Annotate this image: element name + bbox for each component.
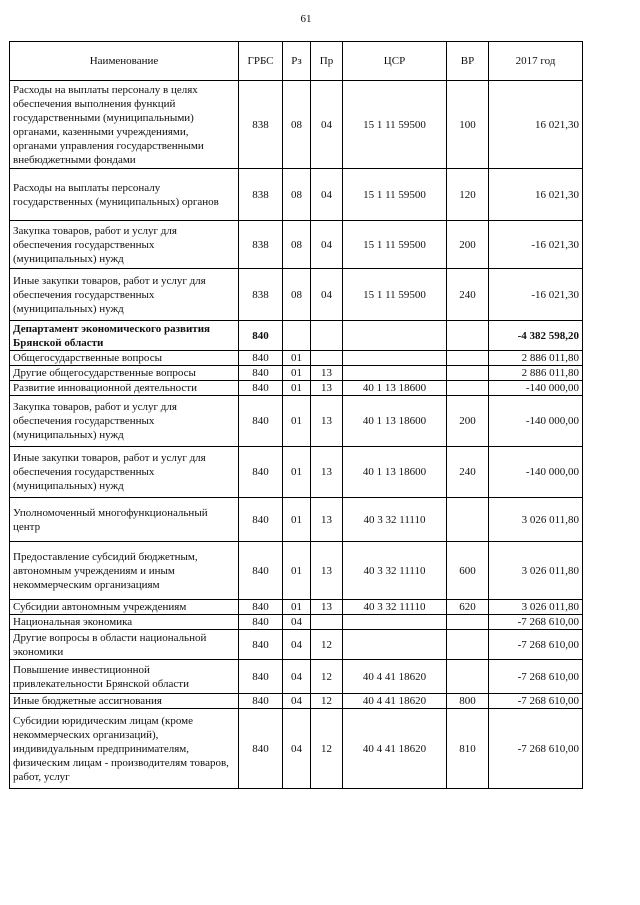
cell-amount: 2 886 011,80 [489, 366, 583, 381]
cell-grbs: 840 [239, 447, 283, 498]
cell-grbs: 840 [239, 366, 283, 381]
header-amount: 2017 год [489, 42, 583, 81]
cell-amount: 3 026 011,80 [489, 542, 583, 600]
cell-pr [311, 321, 343, 351]
table-body [10, 81, 583, 789]
cell-name: Общегосударственные вопросы [10, 351, 239, 366]
cell-name: Национальная экономика [10, 615, 239, 630]
cell-pr: 13 [311, 381, 343, 396]
cell-rz: 08 [283, 221, 311, 269]
cell-name: Закупка товаров, работ и услуг для обеспечения государственных (муниципальных) нужд [10, 221, 239, 269]
table-row [10, 498, 583, 542]
table-row [10, 660, 583, 694]
cell-rz: 04 [283, 694, 311, 709]
cell-csr: 40 4 41 18620 [343, 694, 447, 709]
cell-vr: 100 [447, 81, 489, 169]
cell-rz: 08 [283, 169, 311, 221]
cell-csr: 40 3 32 11110 [343, 600, 447, 615]
cell-amount: -140 000,00 [489, 396, 583, 447]
header-grbs: ГРБС [239, 42, 283, 81]
cell-csr: 40 1 13 18600 [343, 381, 447, 396]
table-row [10, 542, 583, 600]
cell-amount: -16 021,30 [489, 269, 583, 321]
table-row [10, 694, 583, 709]
table-row [10, 221, 583, 269]
cell-csr: 40 4 41 18620 [343, 660, 447, 694]
cell-vr: 240 [447, 447, 489, 498]
cell-name: Повышение инвестиционной привлекательности Брянской области [10, 660, 239, 694]
cell-csr: 40 1 13 18600 [343, 396, 447, 447]
cell-rz: 01 [283, 447, 311, 498]
cell-amount: -7 268 610,00 [489, 709, 583, 789]
cell-rz: 01 [283, 381, 311, 396]
cell-grbs: 838 [239, 269, 283, 321]
cell-vr [447, 615, 489, 630]
cell-amount: -140 000,00 [489, 381, 583, 396]
cell-pr: 12 [311, 709, 343, 789]
cell-pr: 13 [311, 447, 343, 498]
header-vr: ВР [447, 42, 489, 81]
cell-csr: 40 1 13 18600 [343, 447, 447, 498]
cell-pr: 04 [311, 269, 343, 321]
cell-rz: 04 [283, 630, 311, 660]
table-row [10, 351, 583, 366]
cell-rz: 01 [283, 498, 311, 542]
table-row [10, 321, 583, 351]
cell-pr: 12 [311, 660, 343, 694]
cell-pr: 12 [311, 630, 343, 660]
cell-name: Другие вопросы в области национальной экономики [10, 630, 239, 660]
cell-rz: 04 [283, 660, 311, 694]
cell-grbs: 838 [239, 81, 283, 169]
cell-vr [447, 498, 489, 542]
cell-pr: 04 [311, 81, 343, 169]
cell-pr: 12 [311, 694, 343, 709]
cell-csr: 40 4 41 18620 [343, 709, 447, 789]
cell-pr [311, 615, 343, 630]
cell-vr: 810 [447, 709, 489, 789]
cell-vr: 600 [447, 542, 489, 600]
cell-grbs: 840 [239, 396, 283, 447]
table-row [10, 709, 583, 789]
cell-rz: 08 [283, 81, 311, 169]
cell-csr [343, 615, 447, 630]
cell-amount: -140 000,00 [489, 447, 583, 498]
cell-amount: 16 021,30 [489, 169, 583, 221]
cell-name: Закупка товаров, работ и услуг для обеспечения государственных (муниципальных) нужд [10, 396, 239, 447]
cell-amount: -7 268 610,00 [489, 630, 583, 660]
cell-vr: 800 [447, 694, 489, 709]
cell-vr: 200 [447, 396, 489, 447]
cell-name: Развитие инновационной деятельности [10, 381, 239, 396]
cell-amount: -7 268 610,00 [489, 694, 583, 709]
cell-amount: -7 268 610,00 [489, 660, 583, 694]
cell-amount: 3 026 011,80 [489, 600, 583, 615]
cell-name: Предоставление субсидий бюджетным, автономным учреждениям и иным некоммерческим организациям [10, 542, 239, 600]
cell-pr: 04 [311, 169, 343, 221]
cell-rz: 01 [283, 396, 311, 447]
table-row [10, 381, 583, 396]
header-pr: Пр [311, 42, 343, 81]
cell-vr: 200 [447, 221, 489, 269]
cell-vr: 620 [447, 600, 489, 615]
cell-rz: 01 [283, 600, 311, 615]
table-row [10, 81, 583, 169]
cell-vr: 240 [447, 269, 489, 321]
cell-grbs: 840 [239, 694, 283, 709]
cell-grbs: 838 [239, 221, 283, 269]
cell-rz: 01 [283, 366, 311, 381]
header-csr: ЦСР [343, 42, 447, 81]
cell-csr [343, 630, 447, 660]
cell-rz: 04 [283, 709, 311, 789]
cell-vr [447, 381, 489, 396]
page-number: 61 [300, 13, 312, 25]
cell-amount: -4 382 598,20 [489, 321, 583, 351]
budget-table [9, 41, 583, 789]
cell-pr: 13 [311, 498, 343, 542]
cell-amount: 16 021,30 [489, 81, 583, 169]
cell-pr [311, 351, 343, 366]
cell-name: Расходы на выплаты персоналу в целях обеспечения выполнения функций государственными (муниципальными) органами, казенными учреждениями, органами управления государственными внебюджетными фондами [10, 81, 239, 169]
cell-grbs: 840 [239, 542, 283, 600]
header-name: Наименование [10, 42, 239, 81]
cell-grbs: 840 [239, 600, 283, 615]
cell-vr [447, 660, 489, 694]
cell-grbs: 838 [239, 169, 283, 221]
cell-name: Департамент экономического развития Брянской области [10, 321, 239, 351]
cell-rz: 04 [283, 615, 311, 630]
cell-amount: 2 886 011,80 [489, 351, 583, 366]
cell-csr: 15 1 11 59500 [343, 169, 447, 221]
table-row [10, 600, 583, 615]
cell-name: Иные закупки товаров, работ и услуг для обеспечения государственных (муниципальных) нужд [10, 447, 239, 498]
cell-grbs: 840 [239, 630, 283, 660]
cell-grbs: 840 [239, 660, 283, 694]
cell-pr: 13 [311, 542, 343, 600]
cell-rz: 01 [283, 542, 311, 600]
cell-vr [447, 366, 489, 381]
cell-grbs: 840 [239, 351, 283, 366]
cell-csr: 15 1 11 59500 [343, 221, 447, 269]
cell-amount: -16 021,30 [489, 221, 583, 269]
cell-pr: 13 [311, 366, 343, 381]
cell-csr [343, 351, 447, 366]
table-row [10, 447, 583, 498]
cell-grbs: 840 [239, 615, 283, 630]
cell-amount: 3 026 011,80 [489, 498, 583, 542]
table-row [10, 630, 583, 660]
cell-csr [343, 366, 447, 381]
cell-csr [343, 321, 447, 351]
cell-name: Уполномоченный многофункциональный центр [10, 498, 239, 542]
cell-pr: 04 [311, 221, 343, 269]
cell-csr: 40 3 32 11110 [343, 542, 447, 600]
cell-rz: 08 [283, 269, 311, 321]
table-row [10, 366, 583, 381]
cell-amount: -7 268 610,00 [489, 615, 583, 630]
cell-vr [447, 351, 489, 366]
cell-pr: 13 [311, 396, 343, 447]
cell-grbs: 840 [239, 709, 283, 789]
header-rz: Рз [283, 42, 311, 81]
cell-grbs: 840 [239, 381, 283, 396]
cell-csr: 40 3 32 11110 [343, 498, 447, 542]
cell-name: Другие общегосударственные вопросы [10, 366, 239, 381]
cell-vr: 120 [447, 169, 489, 221]
cell-grbs: 840 [239, 321, 283, 351]
cell-csr: 15 1 11 59500 [343, 81, 447, 169]
cell-vr [447, 630, 489, 660]
table-row [10, 169, 583, 221]
cell-name: Иные закупки товаров, работ и услуг для обеспечения государственных (муниципальных) нужд [10, 269, 239, 321]
cell-vr [447, 321, 489, 351]
cell-pr: 13 [311, 600, 343, 615]
table-row [10, 396, 583, 447]
cell-name: Расходы на выплаты персоналу государственных (муниципальных) органов [10, 169, 239, 221]
table-row [10, 615, 583, 630]
table-row [10, 269, 583, 321]
cell-grbs: 840 [239, 498, 283, 542]
cell-rz: 01 [283, 351, 311, 366]
cell-name: Субсидии юридическим лицам (кроме некоммерческих организаций), индивидуальным предпринимателям, физическим лицам - производителям товаров, работ, услуг [10, 709, 239, 789]
table-header-row [10, 42, 583, 81]
cell-csr: 15 1 11 59500 [343, 269, 447, 321]
cell-rz [283, 321, 311, 351]
cell-name: Субсидии автономным учреждениям [10, 600, 239, 615]
cell-name: Иные бюджетные ассигнования [10, 694, 239, 709]
